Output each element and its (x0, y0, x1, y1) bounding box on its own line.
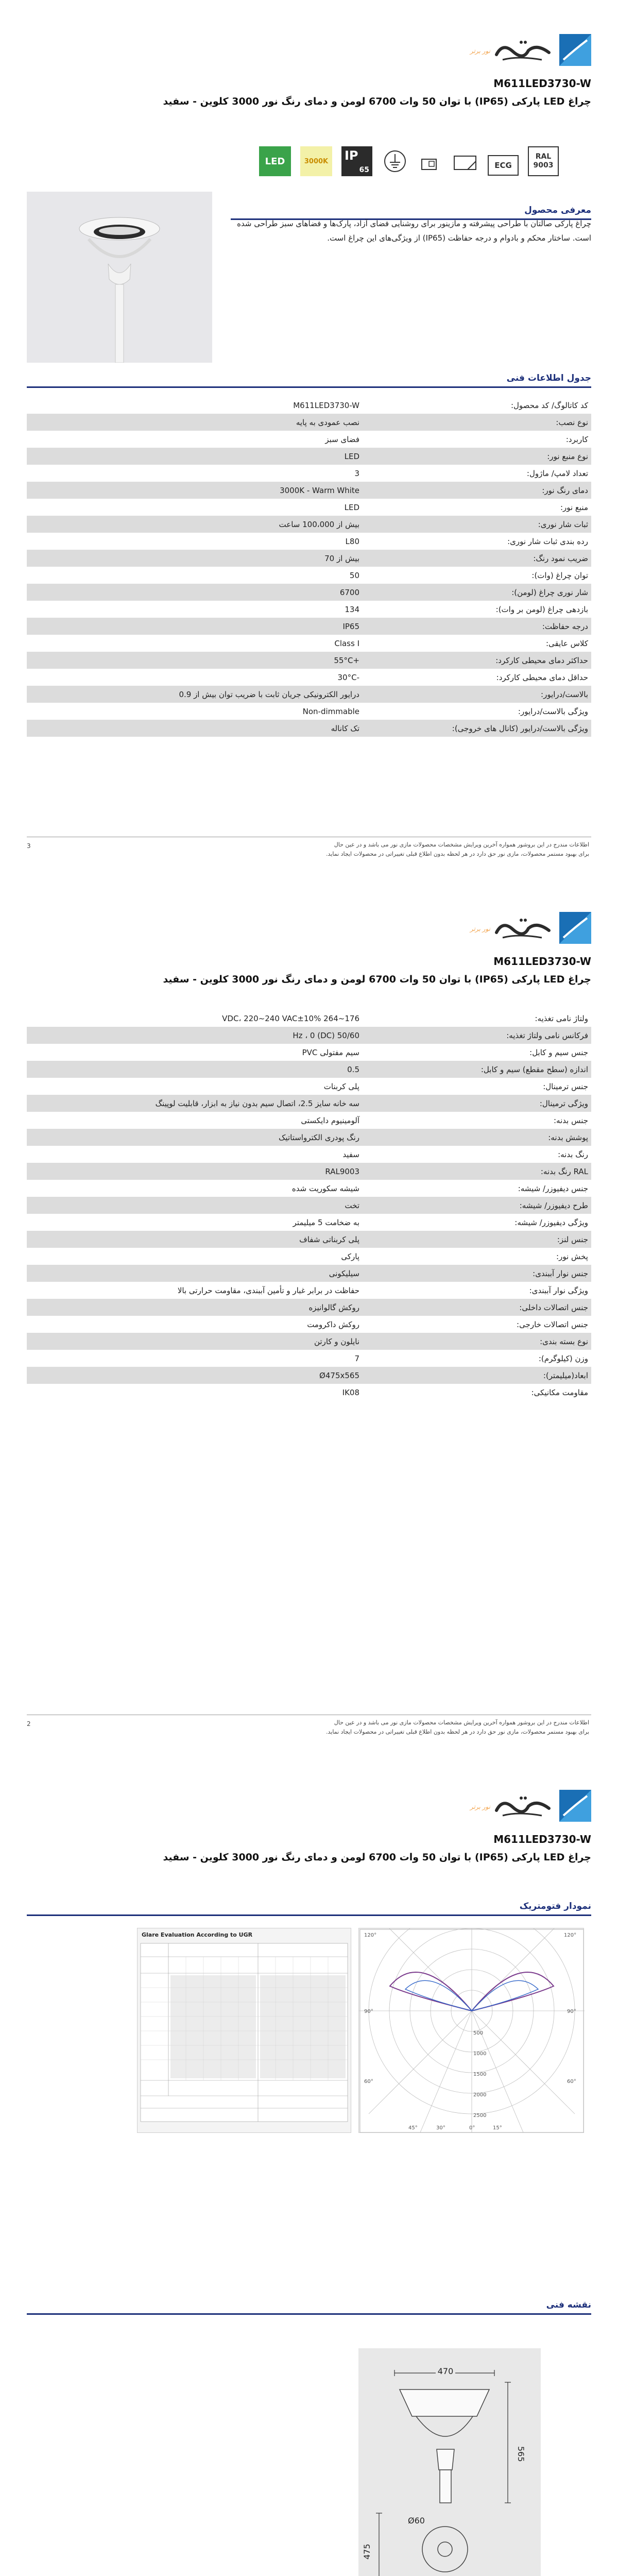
spec-row (27, 1299, 591, 1316)
spec-value: 3000K - Warm White (280, 485, 359, 495)
spec-row (27, 499, 591, 516)
spec-row (27, 448, 591, 465)
spec-value: شیشه سکوریت شده (291, 1183, 359, 1193)
spec-value: بیش از 100،000 ساعت (279, 519, 359, 529)
svg-text:60°: 60° (364, 2079, 373, 2084)
spec-row (27, 1146, 591, 1163)
spec-value: -30°C (337, 672, 359, 682)
spec-label: پوشش بدنه: (548, 1132, 588, 1142)
glare-grid-icon (138, 1941, 351, 2127)
spec-row (27, 431, 591, 448)
spec-value: Class I (334, 638, 359, 648)
spec-label: وزن (کیلوگرم): (538, 1353, 588, 1363)
spec-value: پارکی (341, 1251, 359, 1261)
spec-label: ثبات شار نوری: (538, 519, 588, 529)
svg-text:90°: 90° (567, 2009, 576, 2014)
f-class-icon (418, 146, 442, 176)
spec-value: +55°C (334, 655, 359, 665)
spec-label: کد کاتالوگ/ کد محصول: (510, 400, 588, 410)
spec-row (27, 635, 591, 652)
spec-label: جنس اتصالات خارجی: (517, 1319, 588, 1329)
drawing-heading: نقشه فنی (27, 2300, 591, 2315)
brand-wordmark-icon (492, 910, 554, 946)
product-title: چراغ LED پارکی (IP65) با توان 50 وات 6700 لومن و دمای رنگ نور 3000 کلوین - سفید (163, 96, 591, 107)
spec-value: روکش داکرومت (307, 1319, 359, 1329)
mounting-icon (452, 146, 478, 176)
spec-label: ویژگی دیفیوزر/ شیشه: (514, 1217, 588, 1227)
feature-badges (259, 143, 559, 179)
spec-label: ویژگی بالاست/درایور (کانال های خروجی): (452, 723, 588, 733)
brand-wordmark-icon (492, 32, 554, 68)
spec-value: M611LED3730-W (293, 400, 359, 410)
spec-label: جنس دیفیوزر/ شیشه: (518, 1183, 588, 1193)
spec-label: نوع منبع نور: (547, 451, 588, 461)
spec-label: نوع نصب: (556, 417, 588, 427)
svg-text:2000: 2000 (473, 2092, 487, 2098)
spec-value: 176~264 VDC، 220~240 VAC±10% (222, 1013, 359, 1023)
svg-text:0°: 0° (469, 2125, 475, 2131)
spec-value: IK08 (342, 1387, 359, 1397)
spec-row (27, 550, 591, 567)
spec-value: 7 (354, 1353, 359, 1363)
spec-row (27, 1112, 591, 1129)
spec-row (27, 1163, 591, 1180)
spec-value: RAL9003 (325, 1166, 359, 1176)
svg-text:120°: 120° (364, 1933, 377, 1938)
spec-label: توان چراغ (وات): (531, 570, 588, 580)
spec-value: سیم مفتولی PVC (302, 1047, 359, 1057)
glare-title: Glare Evaluation According to UGR (142, 1931, 253, 1938)
spec-value: LED (344, 502, 359, 512)
spec-value: آلومینیوم دایکستی (301, 1115, 359, 1125)
spec-value: 50 (349, 570, 359, 580)
spec-value: 0.5 (347, 1064, 359, 1074)
spec-row (27, 618, 591, 635)
spec-value: L80 (345, 536, 359, 546)
spec-row (27, 1248, 591, 1265)
earth-class-icon (382, 146, 408, 176)
spec-label: حداکثر دمای محیطی کارکرد: (495, 655, 588, 665)
spec-label: ضریب نمود رنگ: (533, 553, 588, 563)
spec-value: روکش گالوانیزه (308, 1302, 359, 1312)
spec-label: تعداد لامپ/ ماژول: (526, 468, 588, 478)
spec-row (27, 652, 591, 669)
product-code: M611LED3730-W (493, 77, 591, 90)
footer-note-1: اطلاعات مندرج در این بروشور همواره آخرین ویرایش مشخصات محصولات مازی نور می باشد و در عین حال (334, 1719, 589, 1726)
spec-row (27, 1214, 591, 1231)
spec-value: تخت (345, 1200, 359, 1210)
spec-value: فضای سبز (325, 434, 359, 444)
product-code: M611LED3730-W (493, 1833, 591, 1845)
spec-value: رنگ پودری الکترواستاتیک (279, 1132, 359, 1142)
dim-width: 470 (437, 2366, 454, 2376)
spec-label: طرح دیفیوزر/ شیشه: (519, 1200, 588, 1210)
svg-text:15°: 15° (493, 2125, 502, 2131)
product-code: M611LED3730-W (493, 955, 591, 968)
intro-heading: معرفی محصول (231, 205, 591, 220)
dimension-drawing-icon (358, 2348, 541, 2576)
brand-mark-icon (559, 912, 591, 944)
page-2 (0, 878, 618, 1756)
photometric-heading: نمودار فتومتریک (27, 1901, 591, 1916)
polar-chart-icon (359, 1928, 585, 2133)
svg-text:30°: 30° (436, 2125, 445, 2131)
product-title: چراغ LED پارکی (IP65) با توان 50 وات 6700 لومن و دمای رنگ نور 3000 کلوین - سفید (163, 974, 591, 985)
spec-label: حداقل دمای محیطی کارکرد: (496, 672, 588, 682)
brand-mark-icon (559, 34, 591, 66)
spec-label: ولتاژ نامی تغذیه: (535, 1013, 588, 1023)
spec-label: ویژگی نوار آببندی: (529, 1285, 588, 1295)
dim-base: 475 (362, 2544, 372, 2560)
page-3 (0, 1756, 618, 2576)
spec-value: به ضخامت 5 میلیمتر (293, 1217, 359, 1227)
brand-logo (457, 1786, 591, 1827)
spec-value: نصب عمودی به پایه (296, 417, 359, 427)
footer-note-1: اطلاعات مندرج در این بروشور همواره آخرین ویرایش مشخصات محصولات مازی نور می باشد و در عین حال (334, 841, 589, 848)
svg-text:2500: 2500 (473, 2113, 487, 2119)
spec-label: شار نوری چراغ (لومن): (511, 587, 588, 597)
spec-label: اندازه (سطح مقطع) سیم و کابل: (480, 1064, 588, 1074)
spec-label: پخش نور: (556, 1251, 588, 1261)
brand-mark-icon (559, 1790, 591, 1822)
spec-value: Ø475x565 (319, 1370, 359, 1380)
spec-value: تک کاناله (331, 723, 359, 733)
spec-row (27, 1078, 591, 1095)
spec-row (27, 1027, 591, 1044)
brand-wordmark-icon (492, 1788, 554, 1824)
page-footer-2 (27, 1715, 591, 1737)
page-number: 3 (27, 842, 31, 850)
spec-label: جنس لنز: (557, 1234, 588, 1244)
cct-badge: 3000K (300, 146, 332, 176)
spec-row (27, 1384, 591, 1401)
spec-row (27, 1129, 591, 1146)
spec-row (27, 465, 591, 482)
spec-label: بالاست/درایور: (541, 689, 588, 699)
footer-note-2: برای بهبود مستمر محصولات، مازی نور حق دارد در هر لحظه بدون اطلاع قبلی تغییراتی در محصولات ایجاد نماید. (326, 851, 589, 857)
spec-value: 134 (345, 604, 359, 614)
spec-row (27, 601, 591, 618)
spec-row (27, 720, 591, 737)
spec-row (27, 1231, 591, 1248)
spec-row (27, 1044, 591, 1061)
spec-row (27, 669, 591, 686)
spec-label: RAL رنگ بدنه: (540, 1166, 588, 1176)
spec-row (27, 1010, 591, 1027)
page-1 (0, 0, 618, 878)
footer-note-2: برای بهبود مستمر محصولات، مازی نور حق دارد در هر لحظه بدون اطلاع قبلی تغییراتی در محصولات ایجاد نماید. (326, 1728, 589, 1735)
spec-row (27, 703, 591, 720)
led-badge: LED (259, 146, 291, 176)
park-light-icon (27, 192, 212, 363)
svg-text:1500: 1500 (473, 2072, 487, 2077)
spec-label: بازدهی چراغ (لومن بر وات): (495, 604, 588, 614)
page-footer-1 (27, 837, 591, 859)
spec-row (27, 533, 591, 550)
spec-row (27, 482, 591, 499)
spec-row (27, 1095, 591, 1112)
spec-row (27, 1197, 591, 1214)
brand-logo (457, 30, 591, 71)
page-number: 2 (27, 1720, 31, 1727)
spec-label: نوع بسته بندی: (540, 1336, 588, 1346)
spec-label: ویژگی بالاست/درایور: (518, 706, 588, 716)
spec-label: رنگ بدنه: (558, 1149, 588, 1159)
spec-label: جنس نوار آببندی: (533, 1268, 588, 1278)
spec-row (27, 414, 591, 431)
spec-label: کلاس عایقی: (545, 638, 588, 648)
spec-row (27, 1316, 591, 1333)
spec-value: Non-dimmable (302, 706, 359, 716)
spec-row (27, 567, 591, 584)
spec-row (27, 1282, 591, 1299)
technical-drawing (358, 2348, 541, 2576)
spec-value: پلی کربناتی شفاف (299, 1234, 359, 1244)
svg-text:90°: 90° (364, 2009, 373, 2014)
spec-row (27, 1265, 591, 1282)
spec-value: 3 (354, 468, 359, 478)
spec-label: فرکانس نامی ولتاژ تغذیه: (506, 1030, 588, 1040)
spec-value: حفاظت در برابر غبار و تأمین آببندی، مقاومت حرارتی بالا (177, 1285, 359, 1295)
spec-row (27, 1367, 591, 1384)
spec-value: سه خانه سایز 2.5، اتصال سیم بدون نیاز به ابزار، قابلیت لوپینگ (155, 1098, 359, 1108)
svg-text:60°: 60° (567, 2079, 576, 2084)
spec-label: کاربرد: (565, 434, 588, 444)
ecg-badge: ECG (488, 155, 519, 176)
svg-text:500: 500 (473, 2030, 484, 2036)
spec-label: جنس ترمینال: (543, 1081, 588, 1091)
svg-text:45°: 45° (408, 2125, 418, 2131)
brand-logo (457, 908, 591, 949)
spec-value: 6700 (339, 587, 359, 597)
dim-diameter: Ø60 (408, 2516, 425, 2526)
ral-badge: RAL 9003 (528, 146, 559, 176)
spec-row (27, 516, 591, 533)
spec-label: ویژگی ترمینال: (539, 1098, 588, 1108)
spec-label: جنس سیم و کابل: (529, 1047, 588, 1057)
spec-value: 50/60 Hz ، 0 (DC) (293, 1030, 359, 1040)
spec-row (27, 1350, 591, 1367)
spec-table-2 (27, 1010, 591, 1401)
spec-value: سفید (342, 1149, 359, 1159)
spec-row (27, 686, 591, 703)
spec-value: درایور الکترونیکی جریان ثابت با ضریب توان بیش از 0.9 (179, 689, 359, 699)
spec-heading: جدول اطلاعات فنی (27, 373, 591, 388)
product-photo (27, 192, 212, 363)
spec-row (27, 1061, 591, 1078)
spec-value: LED (344, 451, 359, 461)
polar-diagram (358, 1928, 584, 2133)
ip-badge: IP 65 (341, 146, 372, 176)
spec-label: ابعاد(میلیمتر): (543, 1370, 588, 1380)
spec-label: درجه حفاظت: (542, 621, 588, 631)
spec-table-1 (27, 397, 591, 737)
brand-tagline: نور برتر (470, 47, 490, 55)
spec-label: دمای رنگ نور: (542, 485, 588, 495)
intro-text: چراغ پارکی صالتان با طراحی پیشرفته و مازینور برای روشنایی فضای آزاد، پارک‌ها و فضاهای سبز طراحی شده است. ساختار محکم و بادوام و درجه حفاظت (IP65) از ویژگی‌های این چراغ است. (237, 219, 591, 243)
spec-row (27, 1180, 591, 1197)
dim-height: 565 (516, 2446, 526, 2462)
spec-label: رده بندی ثبات شار نوری: (507, 536, 588, 546)
spec-label: مقاومت مکانیکی: (531, 1387, 588, 1397)
spec-value: پلی کربنات (323, 1081, 359, 1091)
spec-label: جنس اتصالات داخلی: (519, 1302, 588, 1312)
spec-row (27, 584, 591, 601)
spec-value: نایلون و کارتن (314, 1336, 359, 1346)
spec-value: IP65 (342, 621, 359, 631)
svg-text:1000: 1000 (473, 2051, 487, 2057)
product-title: چراغ LED پارکی (IP65) با توان 50 وات 6700 لومن و دمای رنگ نور 3000 کلوین - سفید (163, 1852, 591, 1863)
brand-tagline: نور برتر (470, 925, 490, 933)
spec-value: بیش از 70 (324, 553, 359, 563)
spec-value: سیلیکونی (329, 1268, 359, 1278)
spec-row (27, 1333, 591, 1350)
spec-label: منبع نور: (560, 502, 588, 512)
brand-tagline: نور برتر (470, 1803, 490, 1810)
glare-table (137, 1928, 351, 2133)
spec-label: جنس بدنه: (553, 1115, 588, 1125)
svg-text:120°: 120° (564, 1933, 577, 1938)
spec-row (27, 397, 591, 414)
